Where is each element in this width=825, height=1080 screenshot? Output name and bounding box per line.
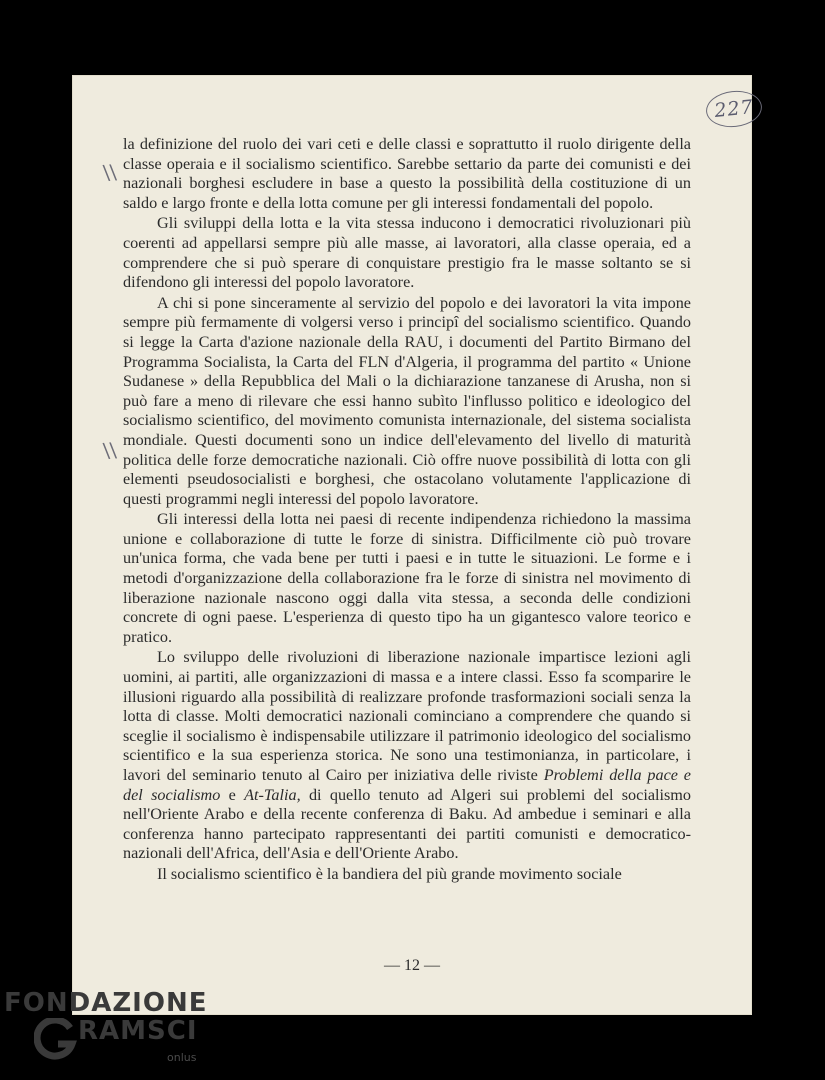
paragraph-text: Lo sviluppo delle rivoluzioni di liberazione nazionale impartisce lezioni agli uomini, ai partiti, alle organizzazioni di massa e a intere classi. Esso fa scomparire le illusioni riguardo alla possibilità di realizzare profonde trasformazioni sociali senza la lotta di classe. Molti democratici nazionali cominciano a comprendere che quando si sceglie il socialismo è indispensabile utilizzare il patrimonio ideologico del socialismo scientifico e la sua esperienza storica. Ne sono una testimonianza, in particolare, i lavori del seminario tenuto al Cairo per iniziativa delle riviste [123, 648, 691, 784]
paragraph [123, 648, 691, 864]
watermark-line3: onlus [167, 1051, 197, 1064]
journal-title: At-Talia, [244, 785, 301, 804]
paragraph-text: di quello tenuto ad Algeri sui problemi del socialismo nell'Oriente Arabo e della recente conferenza di Baku. Ad ambedue i seminari e alla conferenza hanno partecipato rappresentanti dei partiti comunisti e democratico-nazionali dell'Africa, dell'Asia e dell'Oriente Arabo. [123, 785, 691, 863]
paragraph-text: e [220, 785, 245, 804]
paragraph: Gli interessi della lotta nei paesi di recente indipendenza richiedono la massima unione e collaborazione di tutte le forze di sinistra. Difficilmente ciò può trovare un'unica forma, che vada bene per tutti i paesi e in tutte le situazioni. Le forme e i metodi d'organizzazione della collaborazione fra le forze di sinistra nel movimento di liberazione nazionale nascono oggi dalla vita stessa, a seconda delle condizioni concrete di ogni paese. L'esperienza di questo tipo ha un gigantesco valore teorico e pratico. [123, 510, 691, 646]
paragraph: A chi si pone sinceramente al servizio del popolo e dei lavoratori la vita impone sempre più fermamente di volgersi verso i principî del socialismo scientifico. Quando si legge la Carta d'azione nazionale della RAU, i documenti del Partito Birmano del Programma Socialista, la Carta del FLN d'Algeria, il programma del partito « Unione Sudanese » della Repubblica del Mali o la dichiarazione tanzanese di Arusha, non si può fare a meno di rilevare che essi hanno subìto l'influsso politico e ideologico del socialismo scientifico, del movimento comunista internazionale, del sistema socialista mondiale. Questi documenti sono un indice dell'elevamento del livello di maturità politica delle forze democratiche nazionali. Ciò offre nuove possibilità di lotta con gli elementi pseudosocialisti e borghesi, che ostacolano volutamente l'applicazione di questi programmi negli interessi del popolo lavoratore. [123, 293, 691, 508]
margin-pencil-mark: \\ [102, 437, 118, 463]
journal-title: Problemi della pace e del socialismo [123, 766, 691, 804]
paragraph: Il socialismo scientifico è la bandiera del più grande movimento sociale [157, 864, 622, 883]
gramsci-g-logo-icon [34, 1018, 78, 1062]
body-text [123, 135, 691, 885]
watermark-line1: FONDAZIONE [4, 988, 208, 1018]
margin-pencil-mark: \\ [102, 159, 118, 185]
paragraph: la definizione del ruolo dei vari ceti e delle classi e soprattutto il ruolo dirigente della classe operaia e il socialismo scientifico. Sarebbe settario da parte dei comunisti e dei nazionali borghesi escludere in base a questo la possibilità della costituzione di un saldo e largo fronte e della lotta comune per gli interessi fondamentali del popolo. [123, 135, 691, 212]
handwritten-folio-number: 227 [704, 88, 763, 130]
watermark-line2: RAMSCI [78, 1016, 198, 1046]
page-number: — 12 — [384, 957, 440, 974]
paragraph: Gli sviluppi della lotta e la vita stessa inducono i democratici rivoluzionari più coerenti ad appellarsi sempre più alle masse, ai lavoratori, alla classe operaia, ed a comprendere che si può sperare di conquistare prestigio fra le masse soltanto se si difendono gli interessi del popolo lavoratore. [123, 214, 691, 292]
